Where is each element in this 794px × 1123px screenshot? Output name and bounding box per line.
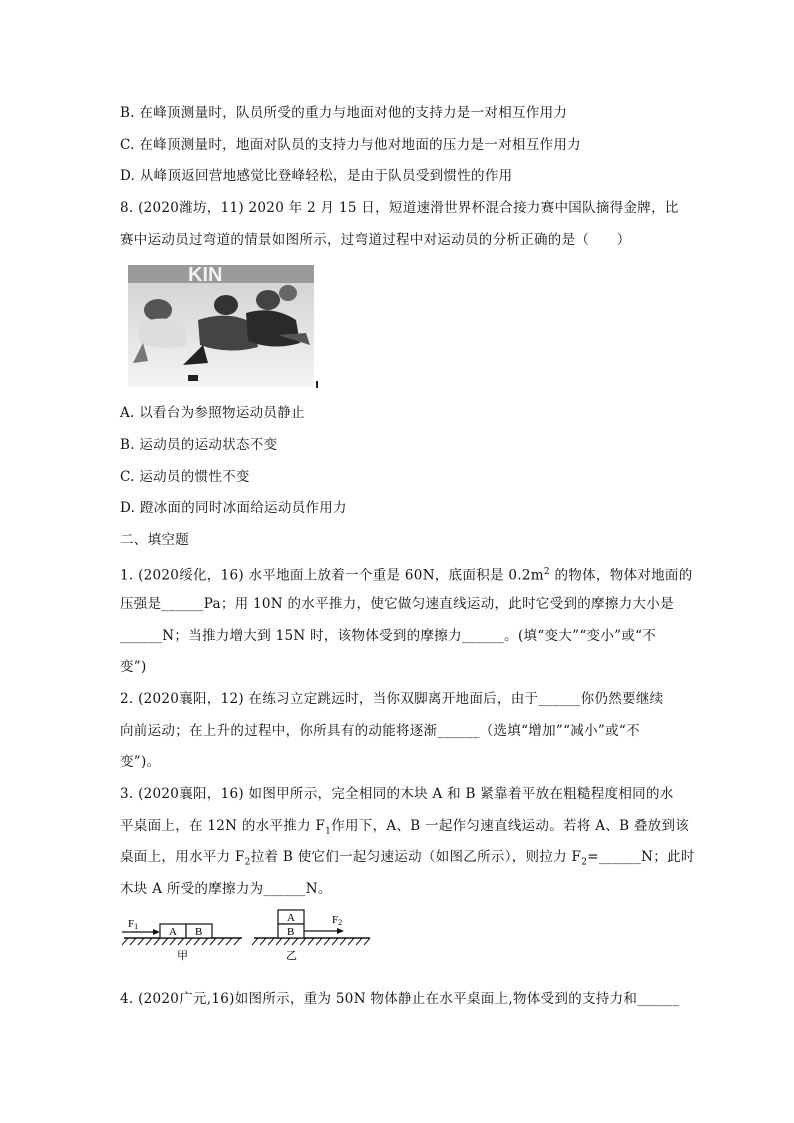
section-heading: 二、填空题 — [120, 532, 189, 548]
question-8-line-2: 赛中运动员过弯道的情景如图所示，过弯道过程中对运动员的分析正确的是（ ） — [120, 232, 631, 248]
choice-c-text: C. 运动员的惯性不变 — [120, 469, 250, 485]
fill-q1-line-1 — [120, 563, 693, 585]
caption-jia: 甲 — [177, 950, 188, 962]
option-d-text: D. 从峰顶返回营地感觉比登峰轻松，是由于队员受到惯性的作用 — [120, 168, 513, 184]
subscript-2: 2 — [244, 857, 251, 868]
banner-text: KIN — [188, 265, 223, 286]
fill-q3-line-2 — [120, 817, 689, 841]
fill-q3-line-4: 木块 A 所受的摩擦力为______N。 — [120, 881, 332, 897]
speed-skating-illustration — [128, 265, 314, 387]
choice-a-text: A. 以看台为参照物运动员静止 — [120, 405, 305, 421]
fill-q4-line-1: 4. (2020广元,16)如图所示，重为 50N 物体静止在水平桌面上,物体受到的支持力和______ — [120, 991, 680, 1007]
block-b-label: B — [195, 926, 203, 938]
caption-yi: 乙 — [286, 950, 297, 962]
fill-q2-line-2: 向前运动；在上升的过程中，你所具有的动能将逐渐______（选填“增加”“减小”或“不 — [120, 723, 640, 739]
fill-q1-part-a: 1. (2020绥化，16) 水平地面上放着一个重是 60N，底面积是 0.2m — [120, 567, 544, 584]
force-f1-label: F1 — [128, 918, 139, 931]
choice-b-text: B. 运动员的运动状态不变 — [120, 437, 278, 453]
fill-q2-line-1: 2. (2020襄阳，12) 在练习立定跳远时，当你双脚离开地面后，由于______你仍然要继续 — [120, 691, 664, 707]
force-diagram-svg — [122, 908, 372, 968]
question-8-line-1: 8. (2020潍坊，11) 2020 年 2 月 15 日，短道速滑世界杯混合接力赛中国队摘得金牌，比 — [120, 200, 679, 216]
fill-q3-l3-part-c: =______N；此时 — [587, 849, 695, 865]
fill-q3-line-1: 3. (2020襄阳，16) 如图甲所示，完全相同的木块 A 和 B 紧靠着平放在粗糙程度相同的水 — [120, 786, 674, 802]
subscript-1: 1 — [325, 826, 332, 837]
option-b-text: B. 在峰顶测量时，队员所受的重力与地面对他的支持力是一对相互作用力 — [120, 105, 568, 121]
fill-q3-l3-part-b: 拉着 B 使它们一起匀速运动（如图乙所示），则拉力 F — [250, 849, 582, 865]
block-a-label: A — [169, 926, 177, 938]
choice-d-text: D. 蹬冰面的同时冰面给运动员作用力 — [120, 500, 347, 516]
fill-q3-l2-part-b: 作用下，A、B 一起作匀速直线运动。若将 A、B 叠放到该 — [331, 818, 690, 834]
subscript-2b: 2 — [581, 857, 588, 868]
fill-q3-l3-part-a: 桌面上，用水平力 F — [120, 849, 245, 865]
fill-q1-part-b: 的物体，物体对地面的 — [549, 567, 693, 584]
photo-marker — [316, 381, 318, 388]
force-diagram — [122, 908, 372, 968]
fill-q2-line-3: 变”)。 — [120, 754, 161, 770]
stack-a-label: A — [287, 912, 295, 924]
fill-q3-line-3 — [120, 848, 695, 872]
fill-q1-line-2: 压强是______Pa；用 10N 的水平推力，使它做匀速直线运动，此时它受到的摩擦力大小是 — [120, 596, 674, 612]
force-f2-label: F2 — [332, 914, 343, 927]
fill-q1-line-3: ______N；当推力增大到 15N 时，该物体受到的摩擦力______。(填“变大”“变小”或“不 — [120, 628, 657, 644]
fill-q1-line-4: 变”) — [120, 659, 147, 675]
stack-b-label: B — [287, 926, 295, 938]
fill-q3-l2-part-a: 平桌面上，在 12N 的水平推力 F — [120, 818, 326, 834]
option-c-text: C. 在峰顶测量时，地面对队员的支持力与他对地面的压力是一对相互作用力 — [120, 137, 581, 153]
superscript-2: 2 — [543, 567, 550, 577]
speed-skating-photo — [128, 265, 314, 387]
